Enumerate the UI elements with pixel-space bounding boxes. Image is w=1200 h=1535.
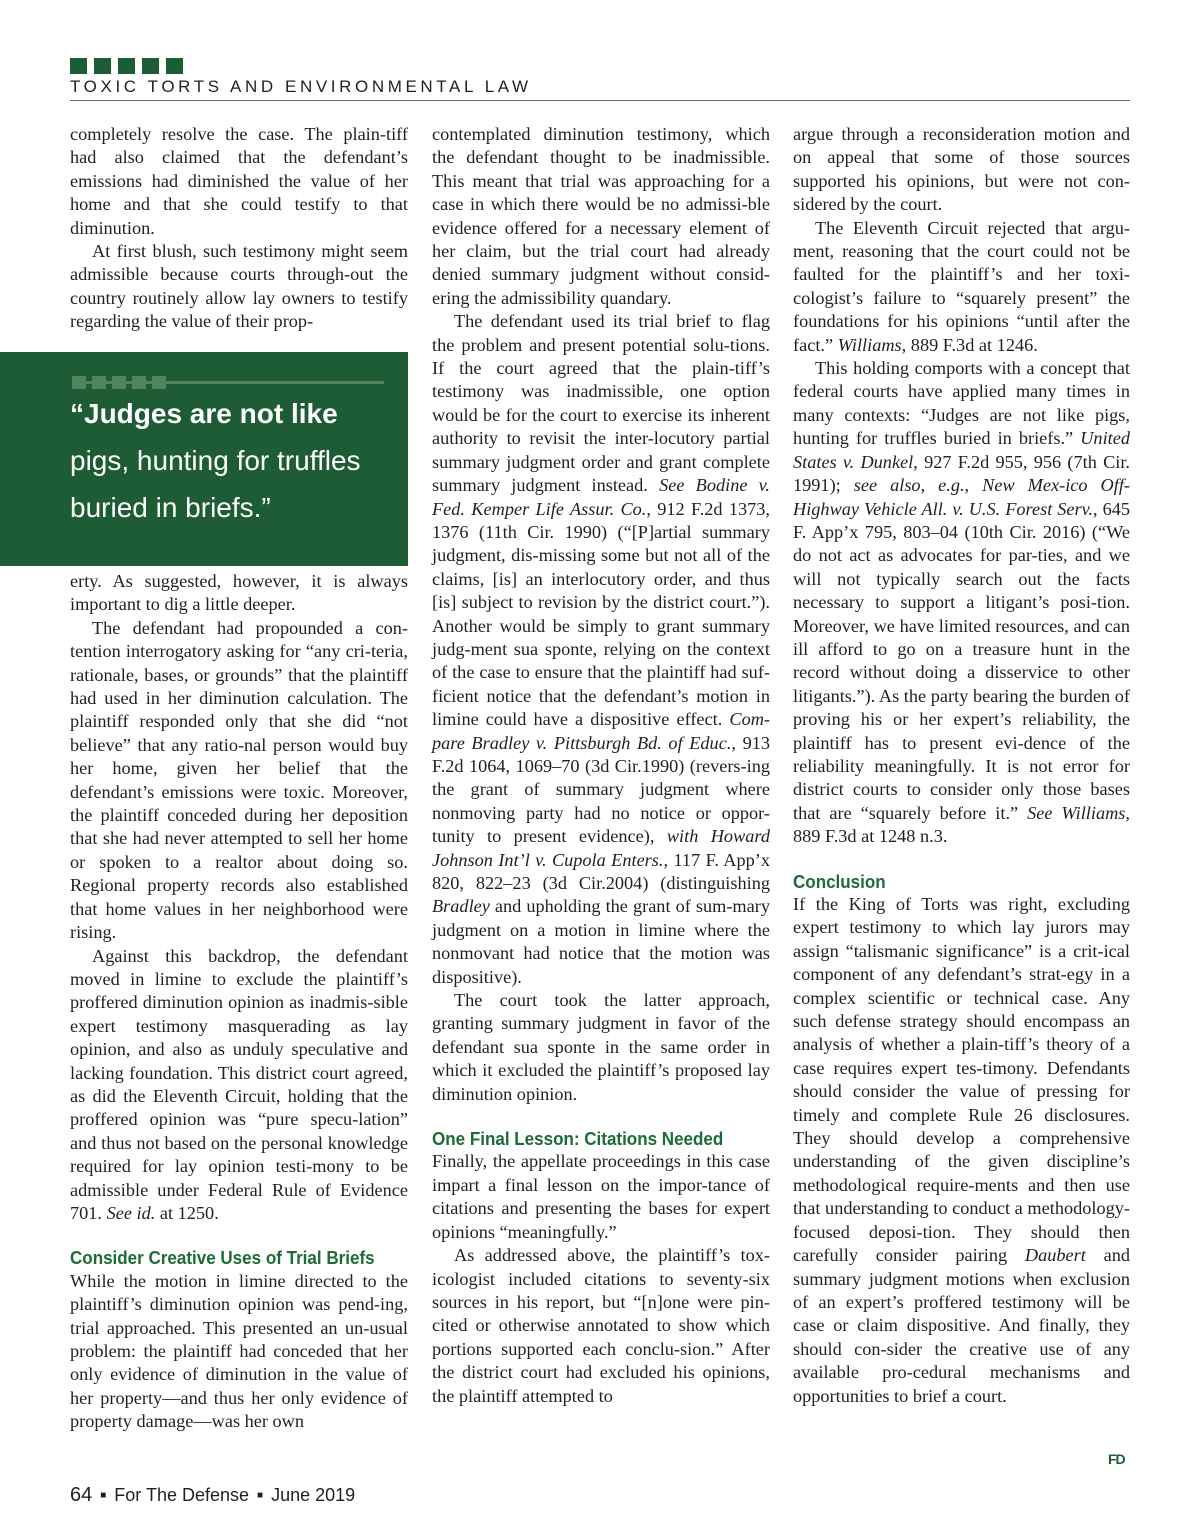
text-run: , 889 F.3d at 1246.	[901, 334, 1038, 355]
paragraph: At first blush, such testimony might seem admissible because courts through-out the country routinely allow lay owners to testify regarding the value of their prop-	[70, 241, 408, 332]
paragraph: As addressed above, the plaintiff’s tox-icologist included citations to seventy-six sources in his report, but “[n]one were pin-cited or otherwise annotated to show which portions supported each conclu-sion.” After the district court had excluded his opinions, the plaintiff attempted to	[432, 1245, 770, 1406]
pull-quote-text	[70, 390, 400, 531]
paragraph	[793, 893, 1130, 1408]
text-run: , 912 F.2d 1373, 1376 (11th Cir. 1990) (“[P]artial summary judgment, dis-missing some but not all of the claims, [is] an interlocutory order, and thus [is] subject to revision by the district court.”). Another would be simply to grant summary judg-ment sua sponte, relying on the context of the case to ensure that the plaintiff had suf-ficient notice that the defendant’s motion in limine could have a dispositive effect.	[432, 498, 770, 730]
citation: see also, e.g., New Mex-ico Off-Highway Vehicle All. v. U.S. Forest Serv.	[793, 475, 1130, 519]
citation: Daubert	[1024, 1245, 1086, 1266]
text-run: This holding comports with a concept that federal courts have applied many times in many contexts: “Judges are not like pigs, hunting for truffles buried in briefs.”	[793, 358, 1130, 449]
paragraph: erty. As suggested, however, it is always important to dig a little deeper.	[70, 571, 408, 615]
text-run: 117 F. App’x 820, 822–23 (3d Cir.2004) (distinguishing	[432, 849, 770, 893]
pull-quote-line: “Judges are not like	[70, 398, 338, 429]
page-number: 64	[70, 1484, 93, 1506]
page-footer	[70, 1484, 355, 1507]
bullet-separator: ■	[100, 1490, 107, 1501]
text-run: and summary judgment motions when exclusion of an expert’s proffered testimony will be case or claim dispositive. And finally, they should con-sider the creative use of any available pro-cedural mechanisms and opportunities to brief a court.	[793, 1245, 1131, 1406]
text-run: and upholding the grant of sum-mary judgment on a motion in limine where the nonmovant had notice that the motion was dispositive).	[432, 896, 770, 987]
paragraph: argue through a reconsideration motion and on appeal that some of those sources supported his opinions, but were not con-sidered by the court.	[793, 124, 1130, 215]
text-run: at 1250.	[155, 1202, 219, 1223]
citation: Williams	[837, 334, 902, 355]
column-2	[432, 123, 770, 1408]
paragraph: contemplated diminution testimony, which the defendant thought to be inadmissible. This meant that trial was approaching for a case in which there would be no admissi-ble evidence offered for a necessary element of her claim, but the trial court had already denied summary judgment without consid-ering the admissibility quandary.	[432, 124, 770, 308]
paragraph: completely resolve the case. The plain-tiff had also claimed that the defendant’s emissions had diminished the value of her home and that she could testify to that diminution.	[70, 124, 408, 238]
paragraph	[793, 357, 1130, 849]
citation: Com-pare Bradley v. Pittsburgh Bd. of Educ.,	[432, 709, 770, 753]
text-run: If the King of Torts was right, excluding expert testimony to which lay jurors may assign “talismanic significance” is a crit-ical component of any defendant’s strat-egy in a complex scientific or technical case. Any such defense strategy should encompass an analysis of whether a plain-tiff’s theory of a case requires expert tes-timony. Defendants should consider the value of pressing for timely and complete Rule 26 disclosures. They should develop a comprehensive understanding of the given discipline’s methodological require-ments and then use that understanding to conduct a methodology-focused deposi-tion. They should then carefully consider pairing	[793, 894, 1130, 1266]
citation: with Howard Johnson Int’l v. Cupola Enters.,	[432, 826, 770, 870]
column-1-bottom	[70, 570, 408, 1434]
paragraph: The court took the latter approach, granting summary judgment in favor of the defendant sua sponte in the same order in which it excluded the plaintiff’s proposed lay diminution opinion.	[432, 990, 770, 1104]
paragraph: Finally, the appellate proceedings in this case impart a final lesson on the impor-tance of citations and presenting the bases for expert opinions “meaningfully.”	[432, 1151, 770, 1242]
end-of-article-logo: FD	[1108, 1451, 1125, 1467]
pull-quote-line: pigs, hunting for truffles	[70, 445, 361, 476]
header-squares-decoration	[70, 58, 183, 74]
citation: See id.	[106, 1202, 156, 1223]
column-3	[793, 123, 1130, 1408]
text-run: , 927 F.2d 955, 956 (7th Cir. 1991);	[793, 451, 1130, 496]
text-run: , 889 F.3d at 1248 n.3.	[793, 802, 1130, 847]
citation: United States v. Dunkel	[793, 428, 1130, 472]
issue-date: June 2019	[271, 1485, 356, 1505]
text-run: 913 F.2d 1064, 1069–70 (3d Cir.1990) (revers-ing the grant of summary judgment where nonmoving party had no notice or oppor-tunity to present evidence),	[432, 732, 770, 847]
citation: Bradley	[432, 896, 490, 917]
pull-quote-line: buried in briefs.”	[70, 492, 271, 523]
pull-quote-box	[0, 352, 408, 566]
section-title: TOXIC TORTS AND ENVIRONMENTAL LAW	[70, 77, 532, 96]
paragraph	[432, 310, 770, 989]
subhead-conclusion: Conclusion	[793, 870, 886, 892]
subhead-citations-needed: One Final Lesson: Citations Needed	[432, 1128, 724, 1150]
publication-name: For The Defense	[114, 1485, 250, 1505]
column-1-top	[70, 123, 408, 334]
text-run: The defendant used its trial brief to flag the problem and present potential solu-tions. If the court agreed that the plain-tiff’s testimony was inadmissible, one option would be for the court to exercise its inherent authority to revisit the inter-locutory partial summary judgment order and grant complete summary judgment instead.	[432, 311, 770, 496]
header-rule	[70, 100, 1130, 101]
paragraph	[793, 217, 1130, 357]
paragraph: While the motion in limine directed to the plaintiff’s diminution opinion was pend-ing, trial approached. This presented an un-usual problem: the plaintiff had conceded that her only evidence of diminution in the value of her property—and thus her only evidence of property damage—was her own	[70, 1270, 408, 1432]
paragraph: The defendant had propounded a con-tention interrogatory asking for “any cri-teria, rationale, bases, or grounds” that the plaintiff had used in her diminution calculation. The plaintiff responded only that she did “not believe” that any ratio-nal person would buy her home, given her belief that the defendant’s emissions were toxic. Moreover, the plaintiff conceded during her deposition that she had never attempted to sell her home or spoken to a realtor about doing so. Regional property records also established that home values in her neighborhood were rising.	[70, 617, 408, 943]
bullet-separator: ■	[257, 1490, 264, 1501]
text-run: Against this backdrop, the defendant moved in limine to exclude the plaintiff’s proffered diminution opinion as inadmis-sible expert testimony masquerading as lay opinion, and also as unduly speculative and lacking foundation. This district court agreed, as did the Eleventh Circuit, holding that the proffered opinion was “pure specu-lation” and thus not based on the personal knowledge required for lay opinion testi-mony to be admissible under Federal Rule of Evidence 701.	[70, 945, 408, 1223]
text-run: , 645 F. App’x 795, 803–04 (10th Cir. 2016) (“We do not act as advocates for par-ties, and we will not typically search out the facts necessary to support a litigant’s posi-tion. Moreover, we have limited resources, and can ill afford to go on a treasure hunt in the record without doing a disservice to other litigants.”). As the party bearing the burden of proving his or her expert’s reliability, the plaintiff has to present evi-dence of the reliability meaningfully. It is not error for district courts to consider only those bases that are “squarely before it.”	[793, 498, 1131, 823]
pull-quote-squares-decoration	[72, 376, 166, 389]
text-run: The Eleventh Circuit rejected that argu-ment, reasoning that the court could not be faulted for the plaintiff’s and her toxi-cologist’s failure to “squarely present” the foundations for his opinions “until after the fact.”	[793, 217, 1130, 355]
citation: See Williams	[1027, 802, 1126, 823]
subhead-trial-briefs: Consider Creative Uses of Trial Briefs	[70, 1247, 375, 1269]
citation: See Bodine v. Fed. Kemper Life Assur. Co.	[432, 475, 770, 519]
paragraph	[70, 945, 408, 1226]
